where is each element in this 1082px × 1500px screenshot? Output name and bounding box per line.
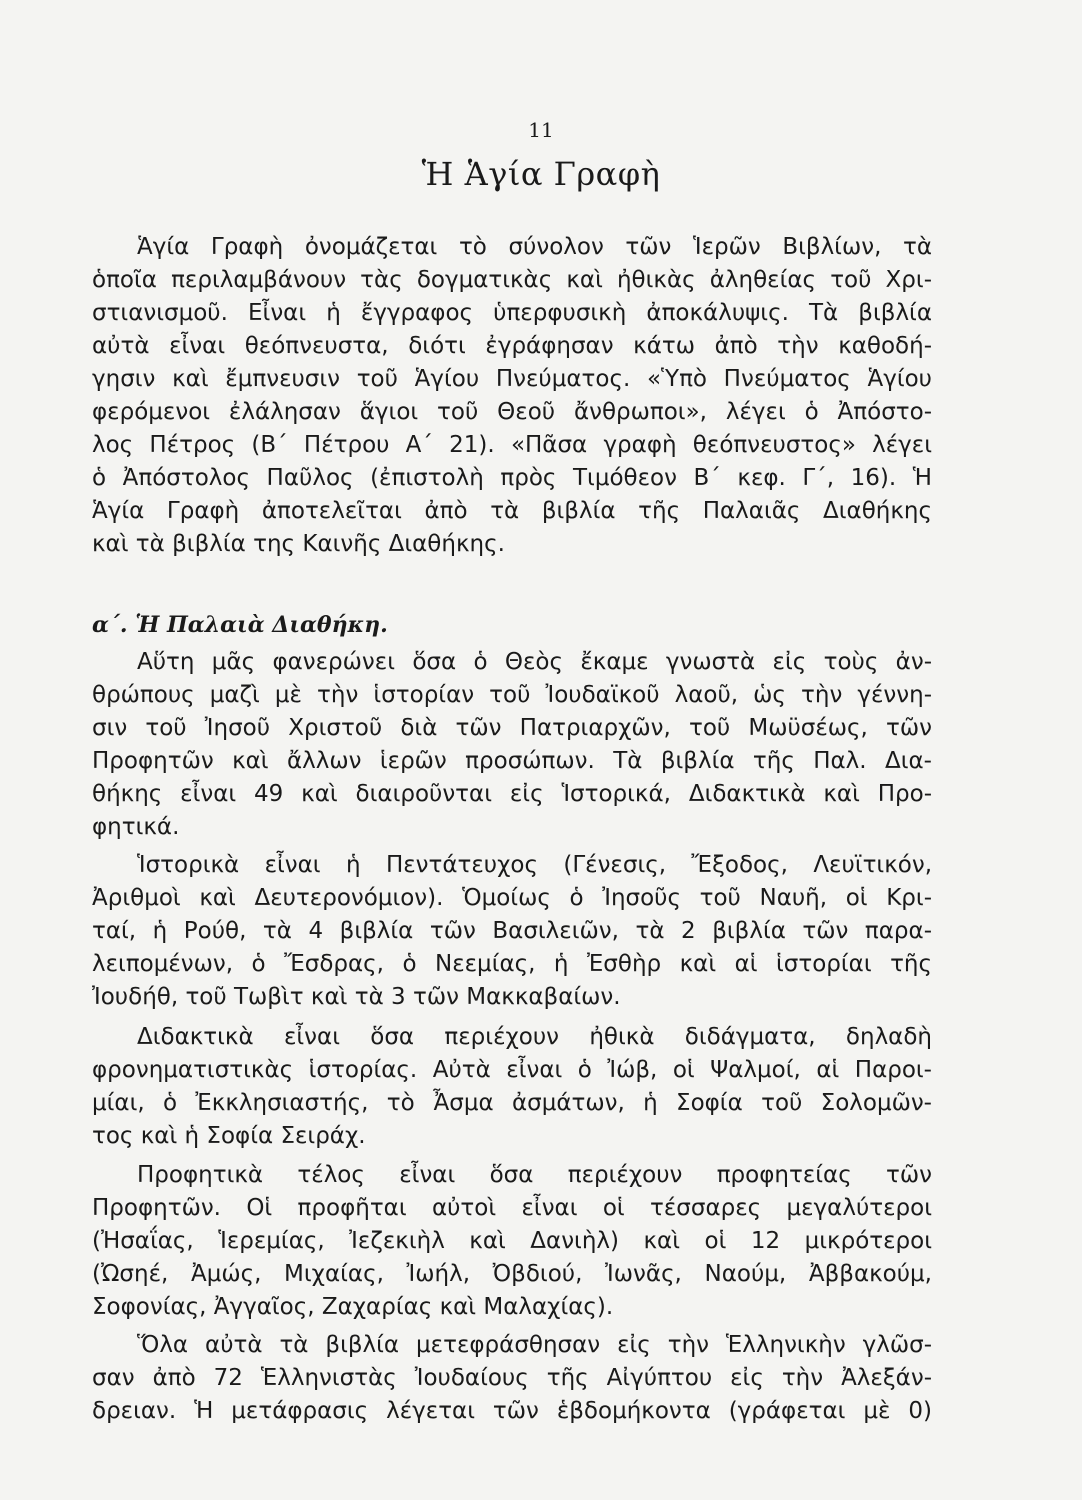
text-line: Ἰουδήθ, τοῦ Τωβὶτ καὶ τὰ 3 τῶν Μακκαβαίων. <box>92 984 621 1010</box>
text-line: ὁποῖα περιλαμβάνουν τὰς δογματικὰς καὶ ἠθικὰς ἀληθείας τοῦ Χρι- <box>92 267 932 293</box>
text-line: λος Πέτρος (Β΄ Πέτρου Α΄ 21). «Πᾶσα γραφὴ θεόπνευστος» λέγει <box>92 432 932 458</box>
text-line: σιν τοῦ Ἰησοῦ Χριστοῦ διὰ τῶν Πατριαρχῶν, τοῦ Μωϋσέως, τῶν <box>92 715 932 741</box>
text-line: θήκης εἶναι 49 καὶ διαιροῦνται εἰς Ἱστορικά, Διδακτικὰ καὶ Προ- <box>92 781 932 807</box>
text-line: ὁ Ἀπόστολος Παῦλος (ἐπιστολὴ πρὸς Τιμόθεον Β΄ κεφ. Γ΄, 16). Ἡ <box>92 465 932 491</box>
text-line: Προφητῶν καὶ ἄλλων ἱερῶν προσώπων. Τὰ βιβλία τῆς Παλ. Δια- <box>92 748 932 774</box>
text-line: στιανισμοῦ. Εἶναι ἡ ἔγγραφος ὑπερφυσικὴ ἀποκάλυψις. Τὰ βιβλία <box>92 300 932 326</box>
text-line: φητικά. <box>92 814 180 840</box>
section-heading: α΄. Ἡ Παλαιὰ Διαθήκη. <box>92 612 388 638</box>
text-line: Σοφονίας, Ἀγγαῖος, Ζαχαρίας καὶ Μαλαχίας). <box>92 1294 614 1320</box>
text-line: τος καὶ ἡ Σοφία Σειράχ. <box>92 1123 366 1149</box>
text-line: φερόμενοι ἐλάλησαν ἅγιοι τοῦ Θεοῦ ἄνθρωποι», λέγει ὁ Ἀπόστο- <box>92 399 932 425</box>
text-line: Ἁγία Γραφὴ ὀνομάζεται τὸ σύνολον τῶν Ἱερῶν Βιβλίων, τὰ <box>137 234 932 260</box>
text-line: Προφητικὰ τέλος εἶναι ὅσα περιέχουν προφητείας τῶν <box>137 1162 932 1188</box>
text-line: δρειαν. Ἡ μετάφρασις λέγεται τῶν ἑβδομήκοντα (γράφεται μὲ 0) <box>92 1398 932 1424</box>
text-line: Αὕτη μᾶς φανερώνει ὅσα ὁ Θεὸς ἔκαμε γνωστὰ εἰς τοὺς ἀν- <box>137 649 932 675</box>
text-line: Ἱστορικὰ εἶναι ἡ Πεντάτευχος (Γένεσις, Ἔξοδος, Λευϊτικόν, <box>137 852 932 878</box>
text-line: Ὅλα αὐτὰ τὰ βιβλία μετεφράσθησαν εἰς τὴν Ἑλληνικὴν γλῶσ- <box>137 1332 932 1358</box>
text-line: Ἀριθμοὶ καὶ Δευτερονόμιον). Ὁμοίως ὁ Ἰησοῦς τοῦ Ναυῆ, οἱ Κρι- <box>92 885 932 911</box>
page-title: Ἡ Ἁγία Γραφὴ <box>421 155 661 193</box>
text-line: ταί, ἡ Ρούθ, τὰ 4 βιβλία τῶν Βασιλειῶν, τὰ 2 βιβλία τῶν παρα- <box>92 918 932 944</box>
text-line: Διδακτικὰ εἶναι ὅσα περιέχουν ἠθικὰ διδάγματα, δηλαδὴ <box>137 1024 932 1050</box>
text-line: λειπομένων, ὁ Ἔσδρας, ὁ Νεεμίας, ἡ Ἐσθὴρ καὶ αἱ ἱστορίαι τῆς <box>92 951 932 977</box>
text-line: Προφητῶν. Οἱ προφῆται αὐτοὶ εἶναι οἱ τέσσαρες μεγαλύτεροι <box>92 1195 932 1221</box>
text-line: γησιν καὶ ἔμπνευσιν τοῦ Ἁγίου Πνεύματος. «Ὑπὸ Πνεύματος Ἁγίου <box>92 366 932 392</box>
text-line: σαν ἀπὸ 72 Ἑλληνιστὰς Ἰουδαίους τῆς Αἰγύπτου εἰς τὴν Ἀλεξάν- <box>92 1365 932 1391</box>
text-line: καὶ τὰ βιβλία της Καινῆς Διαθήκης. <box>92 531 505 557</box>
page-number: 11 <box>528 118 554 142</box>
text-line: μίαι, ὁ Ἐκκλησιαστής, τὸ Ἆσμα ἀσμάτων, ἡ Σοφία τοῦ Σολομῶν- <box>92 1090 932 1116</box>
text-line: (Ὠσηέ, Ἀμώς, Μιχαίας, Ἰωήλ, Ὀβδιού, Ἰωνᾶς, Ναούμ, Ἀββακούμ, <box>92 1261 932 1287</box>
text-line: φρονηματιστικὰς ἱστορίας. Αὐτὰ εἶναι ὁ Ἰώβ, οἱ Ψαλμοί, αἱ Παροι- <box>92 1057 932 1083</box>
text-line: (Ἠσαΐας, Ἱερεμίας, Ἰεζεκιὴλ καὶ Δανιὴλ) καὶ οἱ 12 μικρότεροι <box>92 1228 932 1254</box>
text-line: αὐτὰ εἶναι θεόπνευστα, διότι ἐγράφησαν κάτω ἀπὸ τὴν καθοδή- <box>92 333 932 359</box>
text-line: Ἁγία Γραφὴ ἀποτελεῖται ἀπὸ τὰ βιβλία τῆς Παλαιᾶς Διαθήκης <box>92 498 932 524</box>
text-line: θρώπους μαζὶ μὲ τὴν ἱστορίαν τοῦ Ἰουδαϊκοῦ λαοῦ, ὡς τὴν γέννη- <box>92 682 932 708</box>
